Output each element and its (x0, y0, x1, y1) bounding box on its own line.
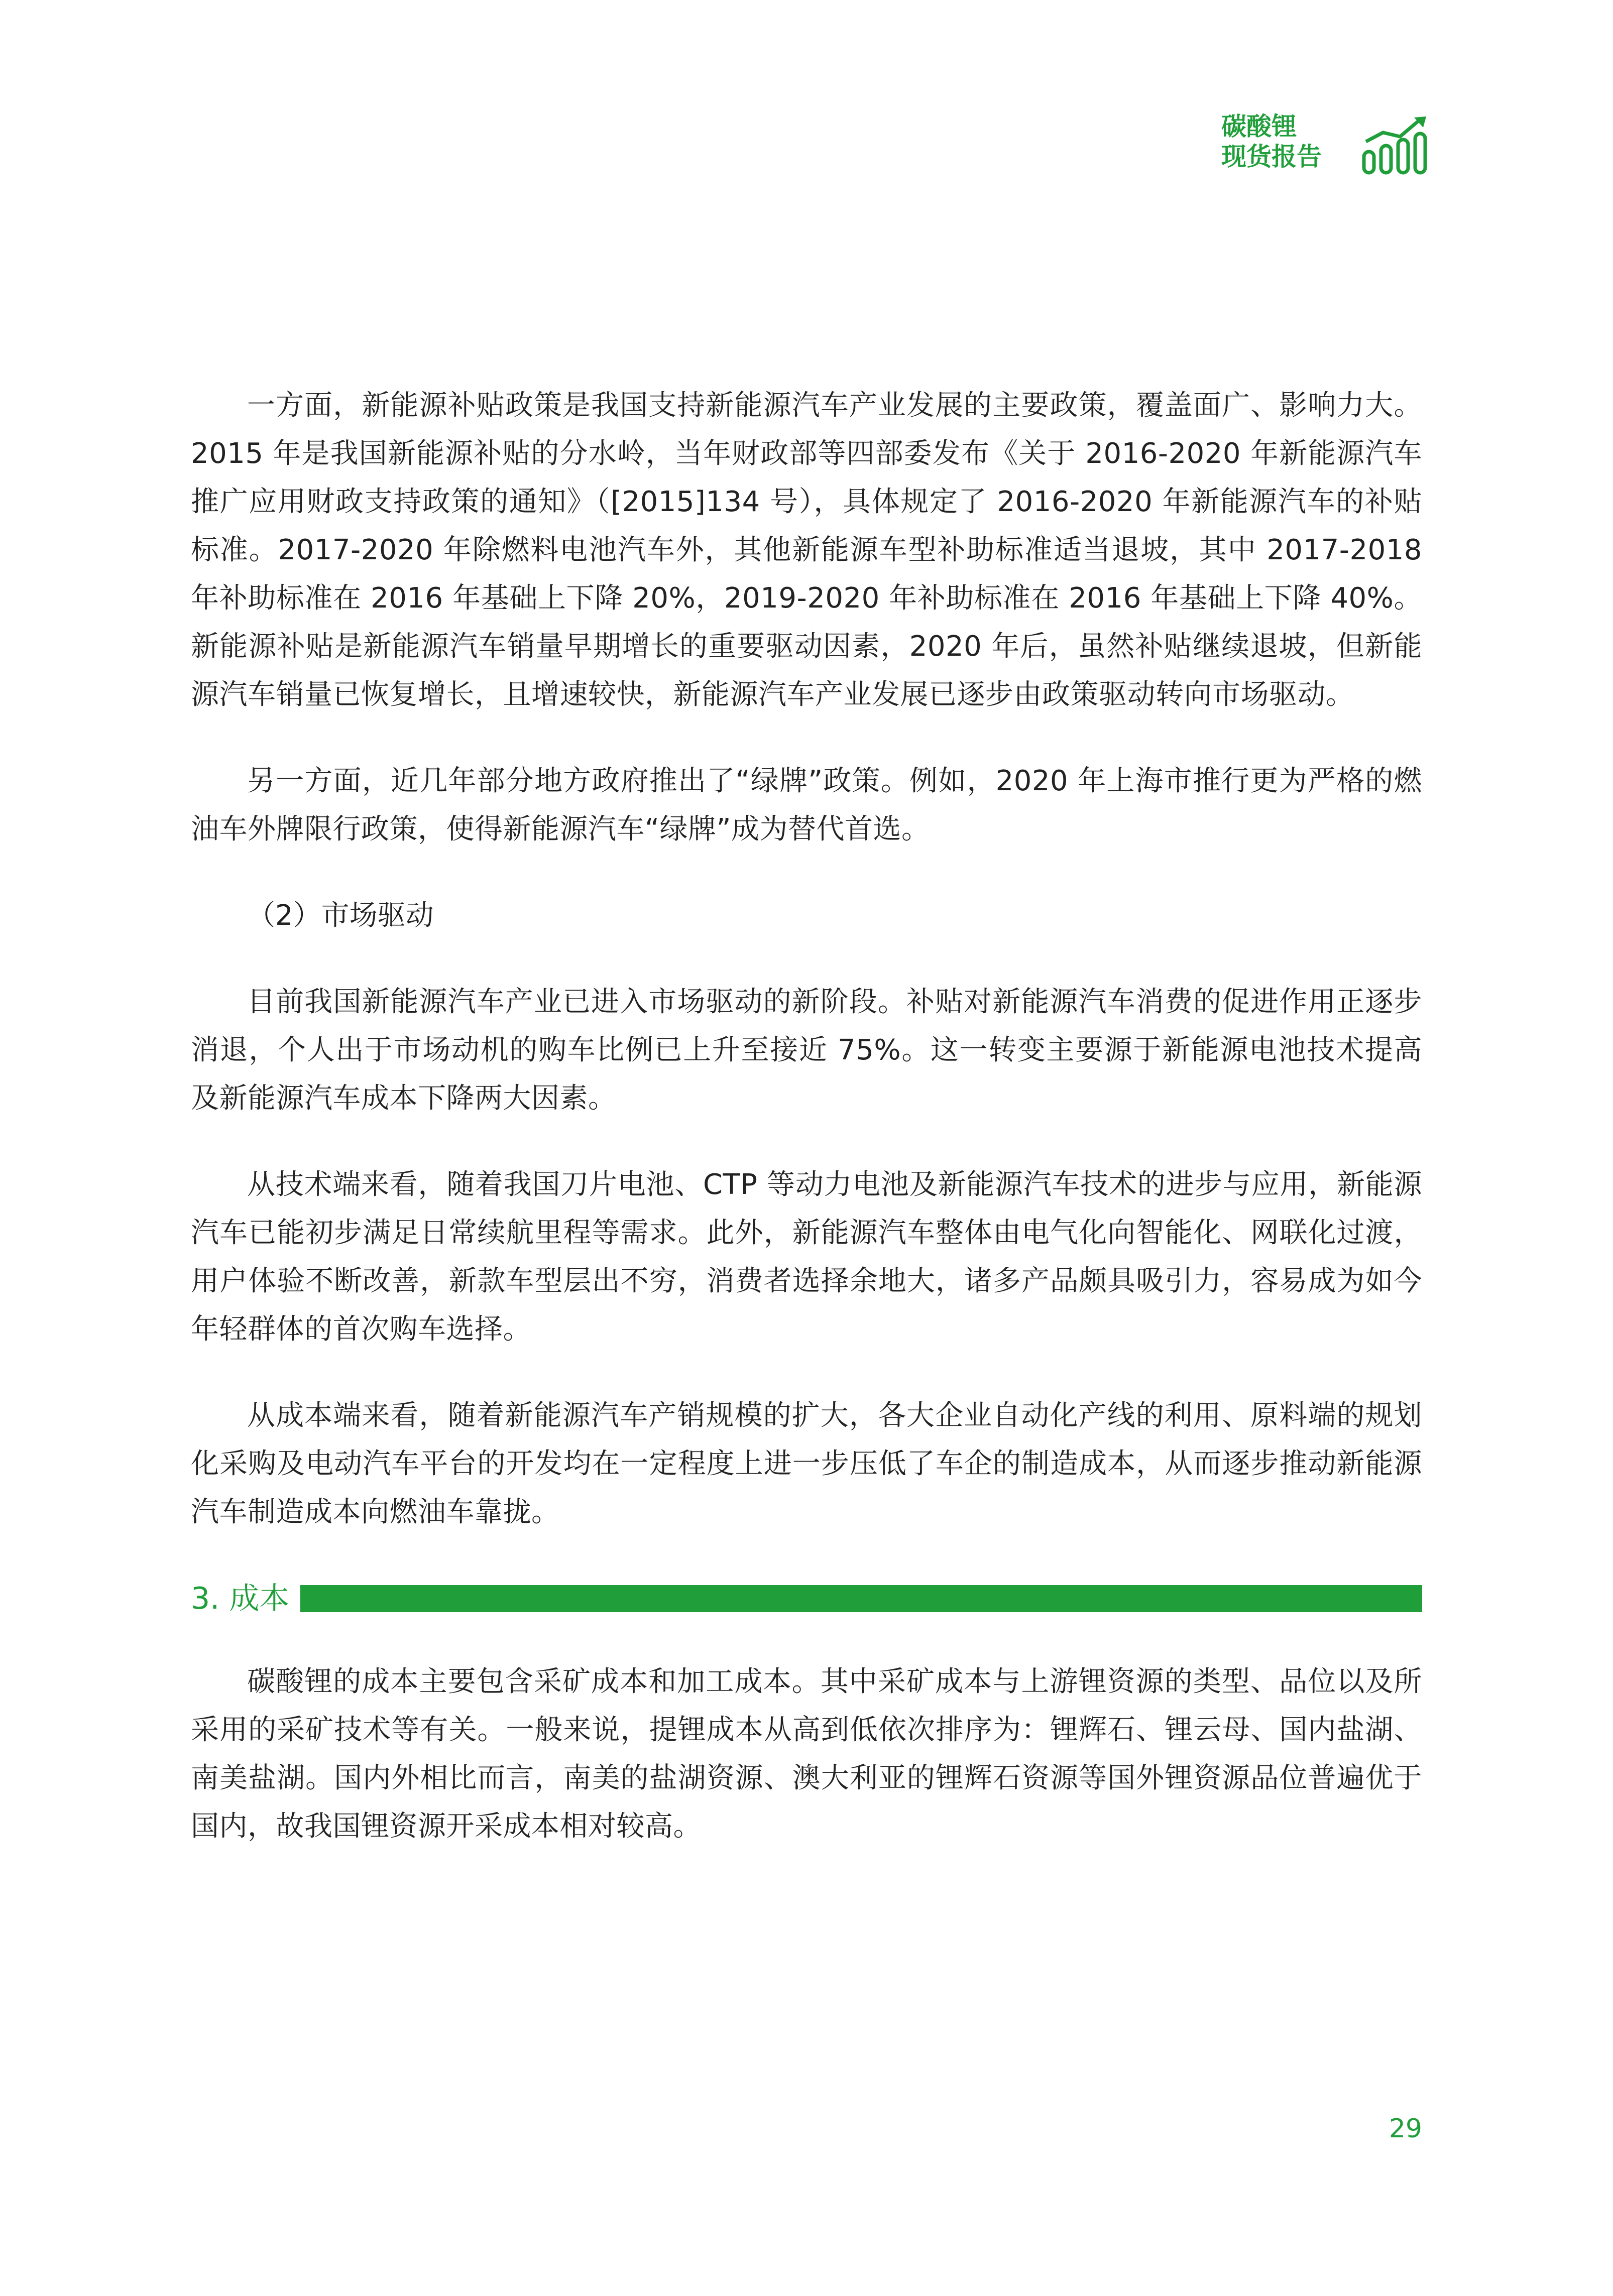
bar-chart-trend-icon (1361, 114, 1431, 176)
logo-text (1221, 111, 1322, 172)
paragraph-market-stage: 目前我国新能源汽车产业已进入市场驱动的新阶段。补贴对新能源汽车消费的促进作用正逐步消退，个人出于市场动机的购车比例已上升至接近 75%。这一转变主要源于新能源电池技术提高及新能源汽车成本下降两大因素。 (191, 986, 1422, 1115)
logo-line1: 碳酸锂 (1221, 112, 1297, 141)
subheading-market-driven: （2）市场驱动 (247, 899, 434, 932)
header-logo (1221, 111, 1432, 177)
paragraph-cost-side: 从成本端来看，随着新能源汽车产销规模的扩大，各大企业自动化产线的利用、原料端的规划化采购及电动汽车平台的开发均在一定程度上进一步压低了车企的制造成本，从而逐步推动新能源汽车制造成本向燃油车靠拢。 (191, 1399, 1422, 1528)
paragraph-subsidy-policy: 一方面，新能源补贴政策是我国支持新能源汽车产业发展的主要政策，覆盖面广、影响力大。2015 年是我国新能源补贴的分水岭，当年财政部等四部委发布《关于 2016-2020 年新能源汽车推广应用财政支持政策的通知》（[2015]134 号），具体规定了 2016-2020 年新能源汽车的补贴标准。2017-2020 年除燃料电池汽车外，其他新能源车型补助标准适当退坡，其中 2017-2018 年补助标准在 2016 年基础上下降 20%，2019-2020 年补助标准在 2016 年基础上下降 40%。新能源补贴是新能源汽车销量早期增长的重要驱动因素，2020 年后，虽然补贴继续退坡，但新能源汽车销量已恢复增长，且增速较快，新能源汽车产业发展已逐步由政策驱动转向市场驱动。 (191, 389, 1422, 711)
logo-line2: 现货报告 (1221, 142, 1322, 171)
paragraph-green-plate: 另一方面，近几年部分地方政府推出了“绿牌”政策。例如，2020 年上海市推行更为严格的燃油车外牌限行政策，使得新能源汽车“绿牌”成为替代首选。 (191, 765, 1422, 845)
section-heading-cost (191, 1575, 1422, 1623)
section-title: 3. 成本 (191, 1581, 290, 1616)
section-divider-bar (300, 1585, 1422, 1612)
paragraph-lithium-cost: 碳酸锂的成本主要包含采矿成本和加工成本。其中采矿成本与上游锂资源的类型、品位以及所采用的采矿技术等有关。一般来说，提锂成本从高到低依次排序为：锂辉石、锂云母、国内盐湖、南美盐湖。国内外相比而言，南美的盐湖资源、澳大利亚的锂辉石资源等国外锂资源品位普遍优于国内，故我国锂资源开采成本相对较高。 (191, 1665, 1422, 1843)
page-number: 29 (1389, 2114, 1422, 2144)
page-content (191, 382, 1422, 1889)
paragraph-technology: 从技术端来看，随着我国刀片电池、CTP 等动力电池及新能源汽车技术的进步与应用，新能源汽车已能初步满足日常续航里程等需求。此外，新能源汽车整体由电气化向智能化、网联化过渡，用户体验不断改善，新款车型层出不穷，消费者选择余地大，诸多产品颇具吸引力，容易成为如今年轻群体的首次购车选择。 (191, 1168, 1422, 1346)
